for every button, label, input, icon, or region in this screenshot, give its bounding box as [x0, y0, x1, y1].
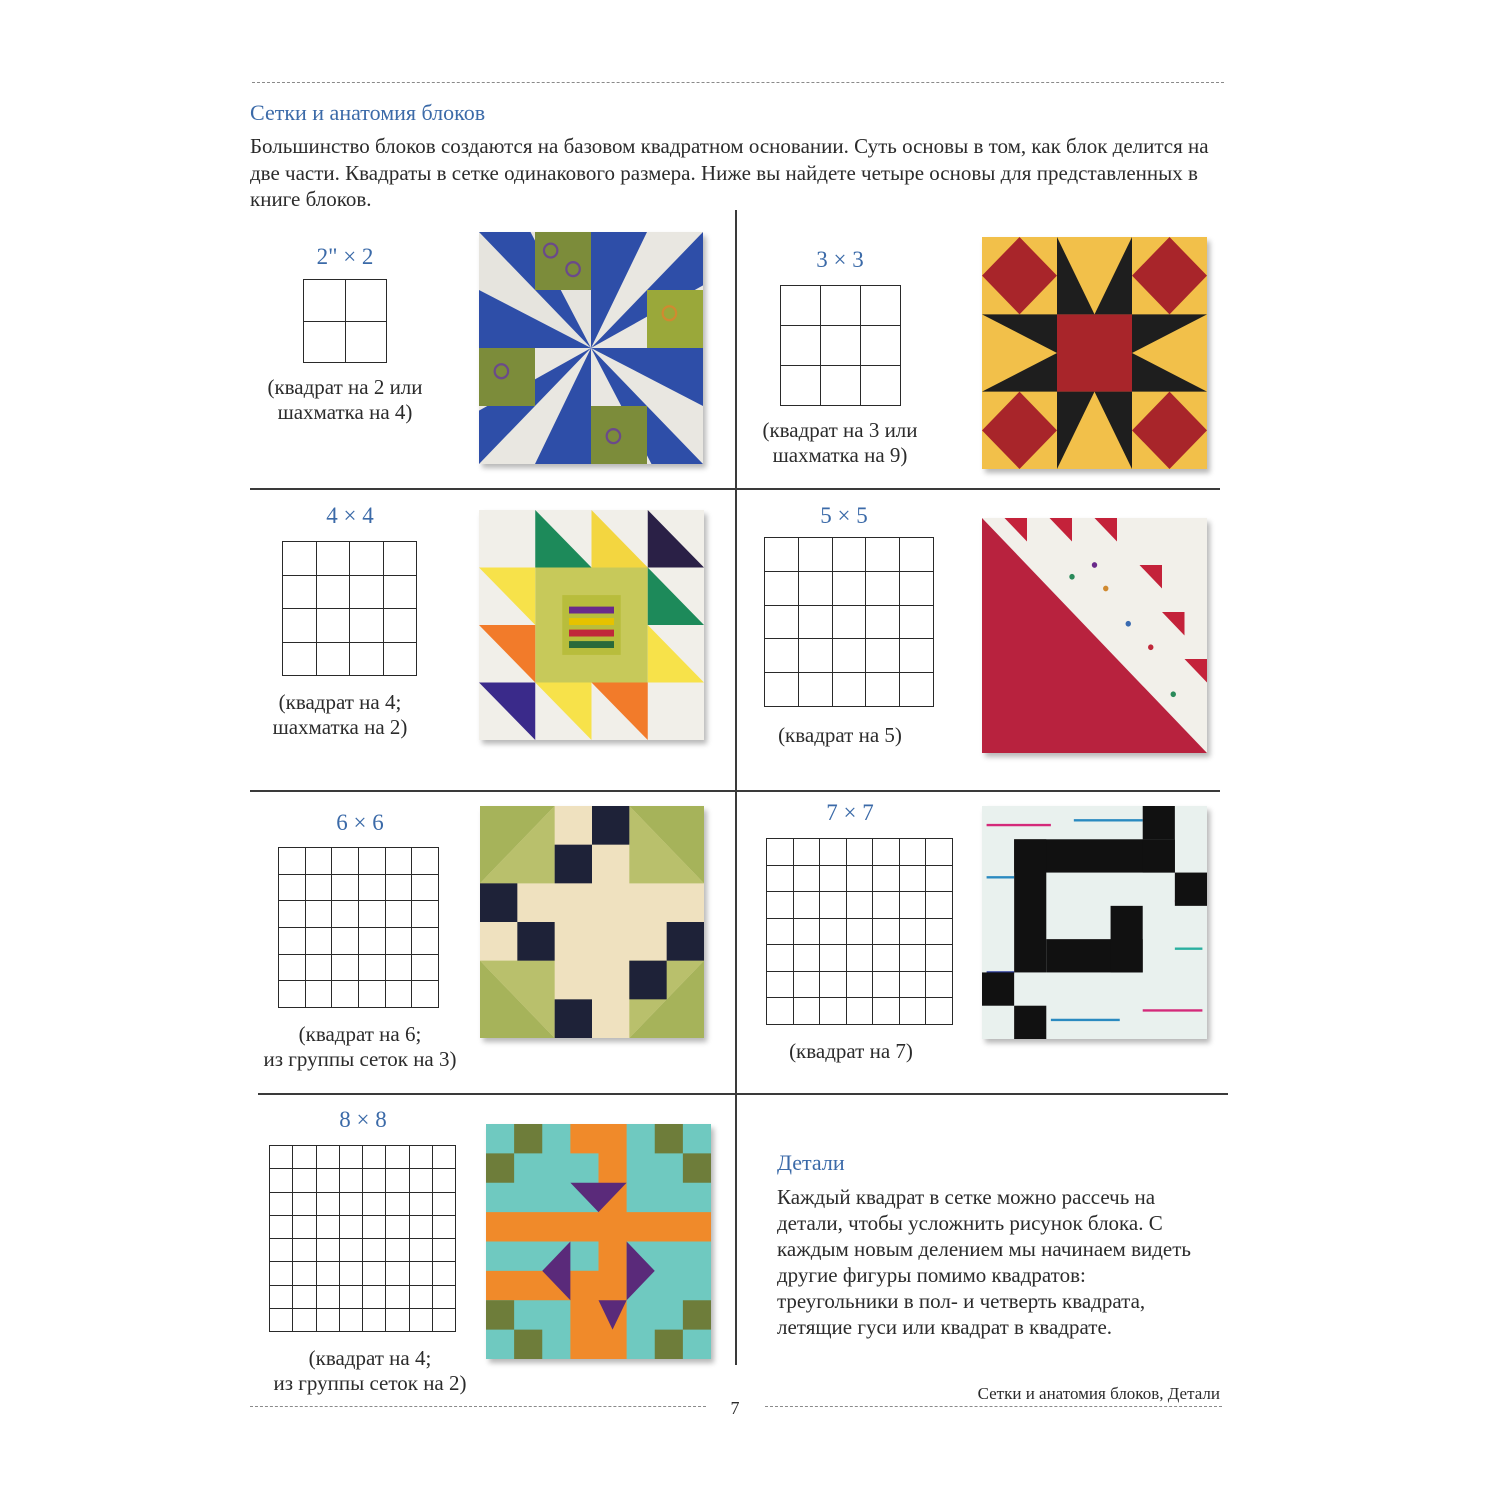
grid-square — [386, 1193, 409, 1216]
grid-square — [433, 1262, 456, 1285]
grid-title-8x8: 8 × 8 — [339, 1107, 387, 1132]
grid-square — [433, 1286, 456, 1309]
grid-square — [781, 366, 821, 406]
grid-4x4 — [282, 541, 417, 676]
grid-3x3 — [780, 285, 901, 406]
grid-square — [410, 1216, 433, 1239]
grid-2x2 — [303, 279, 387, 363]
grid-square — [765, 639, 799, 673]
grid-square — [900, 839, 927, 866]
grid-square — [820, 892, 847, 919]
footer-section-label: Сетки и анатомия блоков, Детали — [977, 1384, 1220, 1403]
grid-square — [293, 1262, 316, 1285]
grid-square — [433, 1309, 456, 1332]
quilt-photo-pinwheel — [479, 232, 703, 464]
grid-square — [359, 928, 386, 955]
grid-title-2x2: 2" × 2 — [316, 244, 374, 269]
grid-square — [359, 955, 386, 982]
grid-square — [363, 1146, 386, 1169]
grid-square — [926, 998, 953, 1025]
grid-square — [820, 998, 847, 1025]
grid-square — [767, 945, 794, 972]
grid-square — [317, 1262, 340, 1285]
grid-square — [317, 542, 351, 576]
grid-square — [866, 673, 900, 707]
horizontal-divider-1 — [250, 488, 1220, 490]
grid-square — [317, 576, 351, 610]
grid-square — [833, 606, 867, 640]
caption-line-1: (квадрат на 5) — [778, 723, 902, 747]
grid-square — [283, 542, 317, 576]
caption-line-2: из группы сеток на 2) — [273, 1371, 467, 1395]
grid-square — [279, 955, 306, 982]
quilt-photo-churn-dash — [480, 806, 704, 1038]
grid-square — [847, 839, 874, 866]
grid-square — [306, 848, 333, 875]
grid-square — [767, 892, 794, 919]
grid-square — [359, 875, 386, 902]
grid-square — [346, 280, 388, 322]
grid-square — [412, 901, 439, 928]
grid-square — [847, 866, 874, 893]
grid-square — [340, 1309, 363, 1332]
grid-square — [873, 892, 900, 919]
grid-square — [384, 542, 418, 576]
details-paragraph: Каждый квадрат в сетке можно рассечь на детали, чтобы усложнить рисунок блока. С каждым новым делением мы начинаем видеть другие фигуры помимо квадратов: треугольники в пол- и четверть квадрата, летящие гуси или квадрат в квадрате. — [777, 1185, 1191, 1339]
grid-square — [821, 366, 861, 406]
grid-square — [332, 981, 359, 1008]
grid-square — [283, 643, 317, 677]
grid-7x7 — [766, 838, 953, 1025]
quilt-photo-cross — [486, 1124, 711, 1359]
grid-5x5 — [764, 537, 934, 707]
grid-square — [412, 928, 439, 955]
caption-line-1: (квадрат на 2 или — [267, 375, 423, 399]
grid-square — [412, 955, 439, 982]
grid-square — [412, 981, 439, 1008]
grid-square — [386, 875, 413, 902]
grid-square — [799, 606, 833, 640]
grid-square — [873, 839, 900, 866]
grid-square — [847, 998, 874, 1025]
grid-square — [340, 1286, 363, 1309]
grid-square — [270, 1216, 293, 1239]
caption-line-1: (квадрат на 7) — [789, 1039, 913, 1063]
grid-square — [270, 1193, 293, 1216]
grid-square — [833, 538, 867, 572]
grid-square — [900, 673, 934, 707]
grid-square — [317, 1286, 340, 1309]
grid-square — [340, 1216, 363, 1239]
grid-square — [767, 972, 794, 999]
grid-square — [317, 1193, 340, 1216]
grid-square — [384, 643, 418, 677]
grid-square — [900, 998, 927, 1025]
grid-square — [820, 945, 847, 972]
grid-square — [317, 1239, 340, 1262]
caption-line-1: (квадрат на 4; — [278, 690, 402, 714]
grid-square — [317, 1169, 340, 1192]
grid-square — [270, 1239, 293, 1262]
section-title: Сетки и анатомия блоков — [250, 100, 486, 125]
quilt-photo-flying-triangles — [479, 510, 704, 740]
grid-square — [767, 839, 794, 866]
grid-square — [350, 643, 384, 677]
grid-square — [384, 576, 418, 610]
top-dashed-rule — [252, 82, 1224, 83]
grid-square — [386, 981, 413, 1008]
grid-square — [270, 1146, 293, 1169]
grid-square — [900, 639, 934, 673]
grid-square — [340, 1146, 363, 1169]
grid-square — [359, 981, 386, 1008]
grid-square — [332, 848, 359, 875]
grid-square — [410, 1309, 433, 1332]
grid-square — [386, 1239, 409, 1262]
grid-square — [821, 326, 861, 366]
grid-square — [799, 673, 833, 707]
grid-square — [900, 919, 927, 946]
grid-square — [386, 1262, 409, 1285]
grid-caption-4x4 — [240, 690, 440, 740]
grid-square — [279, 875, 306, 902]
footer-dashed-rule-right — [765, 1406, 1222, 1407]
grid-square — [410, 1286, 433, 1309]
grid-square — [794, 839, 821, 866]
grid-square — [293, 1239, 316, 1262]
grid-square — [873, 998, 900, 1025]
grid-square — [765, 538, 799, 572]
grid-square — [799, 639, 833, 673]
grid-square — [900, 945, 927, 972]
grid-square — [900, 892, 927, 919]
horizontal-divider-3 — [258, 1093, 1228, 1095]
grid-square — [293, 1146, 316, 1169]
grid-square — [847, 892, 874, 919]
caption-line-1: (квадрат на 6; — [298, 1022, 422, 1046]
grid-square — [433, 1239, 456, 1262]
grid-8x8 — [269, 1145, 456, 1332]
grid-square — [765, 606, 799, 640]
grid-square — [926, 945, 953, 972]
details-heading: Детали — [777, 1150, 845, 1175]
caption-line-1: (квадрат на 3 или — [762, 418, 918, 442]
grid-square — [306, 955, 333, 982]
grid-square — [317, 1309, 340, 1332]
grid-square — [363, 1286, 386, 1309]
grid-square — [306, 901, 333, 928]
grid-square — [350, 542, 384, 576]
grid-square — [794, 919, 821, 946]
grid-square — [317, 609, 351, 643]
grid-square — [873, 919, 900, 946]
caption-line-2: шахматка на 4) — [277, 400, 413, 424]
grid-square — [926, 919, 953, 946]
grid-square — [386, 1216, 409, 1239]
caption-line-2: из группы сеток на 3) — [263, 1047, 457, 1071]
grid-square — [270, 1169, 293, 1192]
grid-square — [781, 326, 821, 366]
grid-square — [833, 639, 867, 673]
footer-dashed-rule-left — [250, 1406, 706, 1407]
grid-title-7x7: 7 × 7 — [826, 800, 874, 825]
grid-square — [386, 1146, 409, 1169]
quilt-photo-star — [982, 237, 1207, 469]
grid-square — [410, 1193, 433, 1216]
grid-square — [900, 606, 934, 640]
grid-square — [332, 875, 359, 902]
grid-square — [794, 892, 821, 919]
grid-square — [866, 538, 900, 572]
grid-square — [866, 639, 900, 673]
grid-square — [306, 928, 333, 955]
grid-square — [283, 576, 317, 610]
grid-square — [861, 366, 901, 406]
grid-square — [340, 1239, 363, 1262]
grid-title-3x3: 3 × 3 — [816, 247, 864, 272]
grid-6x6 — [278, 847, 439, 1008]
grid-caption-6x6 — [240, 1022, 480, 1072]
grid-square — [386, 901, 413, 928]
grid-square — [847, 972, 874, 999]
grid-square — [317, 1216, 340, 1239]
grid-square — [279, 848, 306, 875]
grid-square — [794, 972, 821, 999]
grid-title-5x5: 5 × 5 — [820, 503, 868, 528]
grid-square — [350, 609, 384, 643]
grid-caption-3x3 — [740, 418, 940, 468]
grid-square — [900, 538, 934, 572]
grid-square — [350, 576, 384, 610]
grid-square — [410, 1169, 433, 1192]
grid-square — [799, 538, 833, 572]
grid-square — [279, 901, 306, 928]
grid-square — [767, 919, 794, 946]
grid-square — [794, 866, 821, 893]
grid-square — [332, 955, 359, 982]
grid-square — [820, 972, 847, 999]
grid-square — [900, 572, 934, 606]
grid-square — [340, 1262, 363, 1285]
grid-square — [433, 1146, 456, 1169]
grid-square — [363, 1193, 386, 1216]
grid-square — [833, 673, 867, 707]
caption-line-1: (квадрат на 4; — [308, 1346, 432, 1370]
grid-square — [926, 892, 953, 919]
grid-square — [781, 286, 821, 326]
page-number: 7 — [730, 1398, 740, 1418]
grid-square — [346, 322, 388, 364]
horizontal-divider-2 — [250, 790, 1220, 792]
grid-square — [410, 1262, 433, 1285]
grid-square — [926, 866, 953, 893]
grid-square — [433, 1193, 456, 1216]
grid-square — [340, 1193, 363, 1216]
grid-square — [279, 928, 306, 955]
grid-square — [861, 286, 901, 326]
grid-square — [340, 1169, 363, 1192]
grid-square — [765, 673, 799, 707]
grid-square — [359, 901, 386, 928]
grid-square — [767, 866, 794, 893]
grid-square — [270, 1262, 293, 1285]
intro-paragraph: Большинство блоков создаются на базовом квадратном основании. Суть основы в том, как блок делится на две части. Квадраты в сетке одинакового размера. Ниже вы найдете четыре основы для представленных в книге блоков. — [250, 134, 1209, 211]
grid-square — [386, 928, 413, 955]
grid-square — [765, 572, 799, 606]
grid-square — [866, 606, 900, 640]
grid-square — [270, 1309, 293, 1332]
grid-square — [293, 1286, 316, 1309]
grid-square — [363, 1239, 386, 1262]
grid-square — [900, 866, 927, 893]
grid-square — [926, 972, 953, 999]
grid-square — [833, 572, 867, 606]
grid-square — [900, 972, 927, 999]
grid-square — [332, 901, 359, 928]
grid-square — [293, 1216, 316, 1239]
quilt-photo-maze — [982, 806, 1207, 1039]
grid-square — [847, 945, 874, 972]
grid-square — [433, 1169, 456, 1192]
grid-title-6x6: 6 × 6 — [336, 810, 384, 835]
grid-square — [384, 609, 418, 643]
grid-square — [820, 866, 847, 893]
grid-square — [820, 919, 847, 946]
grid-square — [363, 1216, 386, 1239]
grid-square — [873, 866, 900, 893]
grid-square — [293, 1169, 316, 1192]
grid-square — [279, 981, 306, 1008]
grid-title-4x4: 4 × 4 — [326, 503, 374, 528]
grid-square — [304, 280, 346, 322]
caption-line-2: шахматка на 2) — [272, 715, 408, 739]
vertical-divider — [735, 210, 737, 1365]
grid-square — [767, 998, 794, 1025]
grid-square — [412, 875, 439, 902]
grid-square — [306, 981, 333, 1008]
grid-square — [799, 572, 833, 606]
grid-square — [386, 1286, 409, 1309]
grid-caption-8x8 — [250, 1346, 490, 1396]
quilt-photo-sawtooth — [982, 518, 1207, 753]
grid-square — [847, 919, 874, 946]
grid-square — [820, 839, 847, 866]
grid-caption-5x5 — [740, 723, 940, 748]
grid-square — [821, 286, 861, 326]
grid-square — [306, 875, 333, 902]
grid-square — [363, 1169, 386, 1192]
grid-square — [293, 1309, 316, 1332]
grid-square — [359, 848, 386, 875]
grid-square — [363, 1262, 386, 1285]
grid-square — [861, 326, 901, 366]
grid-square — [794, 998, 821, 1025]
grid-square — [283, 609, 317, 643]
grid-square — [332, 928, 359, 955]
grid-square — [270, 1286, 293, 1309]
grid-square — [873, 972, 900, 999]
grid-square — [293, 1193, 316, 1216]
grid-square — [873, 945, 900, 972]
grid-square — [433, 1216, 456, 1239]
grid-square — [317, 1146, 340, 1169]
caption-line-2: шахматка на 9) — [772, 443, 908, 467]
grid-square — [386, 848, 413, 875]
grid-square — [363, 1309, 386, 1332]
grid-square — [386, 955, 413, 982]
grid-square — [926, 839, 953, 866]
grid-square — [317, 643, 351, 677]
grid-square — [412, 848, 439, 875]
grid-square — [386, 1309, 409, 1332]
grid-caption-2x2 — [245, 375, 445, 425]
grid-caption-7x7 — [751, 1039, 951, 1064]
grid-square — [866, 572, 900, 606]
grid-square — [794, 945, 821, 972]
grid-square — [304, 322, 346, 364]
grid-square — [386, 1169, 409, 1192]
grid-square — [410, 1146, 433, 1169]
grid-square — [410, 1239, 433, 1262]
